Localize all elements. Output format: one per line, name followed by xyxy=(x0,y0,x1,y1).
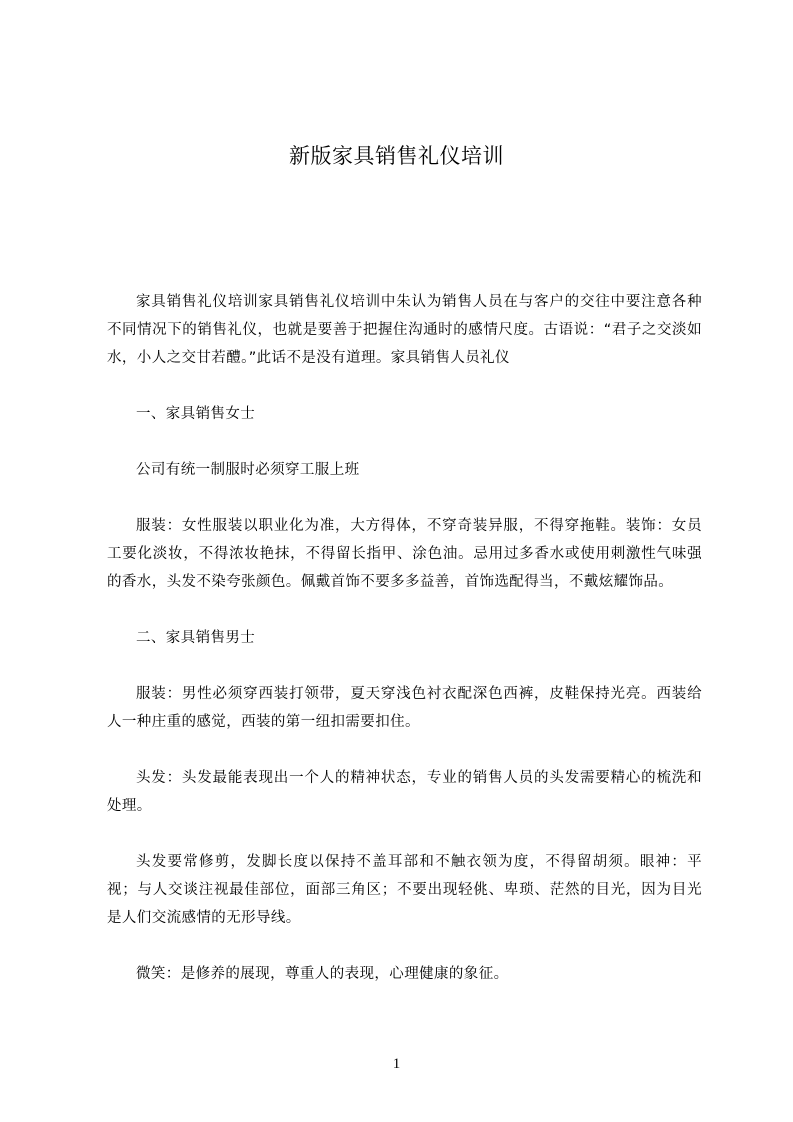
section-heading-male: 二、家具销售男士 xyxy=(136,630,256,646)
smile-paragraph: 微笑：是修养的展现，尊重人的表现，心理健康的象征。 xyxy=(136,966,509,982)
document-title: 新版家具销售礼仪培训 xyxy=(289,144,504,168)
male-attire-paragraph: 服装：男性必须穿西装打领带，夏天穿浅色衬衣配深色西裤，皮鞋保持光亮。西装给人一种庄重的感觉，西装的第一纽扣需要扣住。 xyxy=(107,686,702,730)
hair-paragraph: 头发：头发最能表现出一个人的精神状态，专业的销售人员的头发需要精心的梳洗和处理。 xyxy=(107,770,702,814)
document-body xyxy=(107,288,702,1016)
female-attire-paragraph: 服装：女性服装以职业化为准，大方得体，不穿奇装异服，不得穿拖鞋。装饰：女员工要化淡妆，不得浓妆艳抹，不得留长指甲、涂色油。忌用过多香水或使用刺激性气味强的香水，头发不染夸张颜色。佩戴首饰不要多多益善，首饰选配得当，不戴炫耀饰品。 xyxy=(107,518,702,590)
section-heading-female: 一、家具销售女士 xyxy=(136,406,256,422)
page-number: 1 xyxy=(392,1056,401,1072)
uniform-paragraph: 公司有统一制服时必须穿工服上班 xyxy=(136,462,360,478)
grooming-eye-contact-paragraph: 头发要常修剪，发脚长度以保持不盖耳部和不触衣领为度，不得留胡须。眼神：平视；与人交谈注视最佳部位，面部三角区；不要出现轻佻、卑琐、茫然的目光，因为目光是人们交流感情的无形导线。 xyxy=(107,854,702,926)
intro-paragraph: 家具销售礼仪培训家具销售礼仪培训中朱认为销售人员在与客户的交往中要注意各种不同情况下的销售礼仪，也就是要善于把握住沟通时的感情尺度。古语说：“君子之交淡如水，小人之交甘若醴。”此话不是没有道理。家具销售人员礼仪 xyxy=(107,294,702,366)
